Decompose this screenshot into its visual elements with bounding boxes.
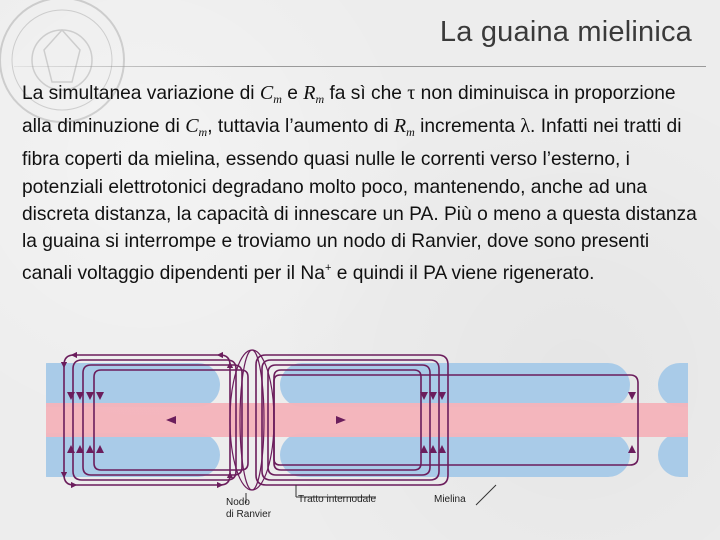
symbol-rm: R xyxy=(393,115,407,138)
symbol-cm: C xyxy=(185,115,199,138)
symbol-cm: C xyxy=(259,82,274,104)
superscript-plus: + xyxy=(324,262,332,275)
text-run: , tuttavia l’aumento di xyxy=(207,116,394,138)
saltatory-conduction-diagram xyxy=(46,345,688,540)
subscript-m: m xyxy=(273,92,282,106)
subscript-m: m xyxy=(198,125,208,140)
label-node-line1: Nodo xyxy=(226,497,250,508)
label-node-line2: di Ranvier xyxy=(226,509,272,520)
subscript-m: m xyxy=(315,92,325,106)
text-run: fa sì che xyxy=(324,83,408,104)
label-myelin: Mielina xyxy=(434,494,466,505)
symbol-lambda: λ xyxy=(520,115,531,138)
text-run: incrementa xyxy=(414,116,521,138)
axon xyxy=(46,403,688,437)
symbol-tau: τ xyxy=(407,82,416,104)
body-paragraph xyxy=(22,80,697,287)
title-divider xyxy=(14,66,706,67)
text-run: e quindi il PA viene rigenerato. xyxy=(331,263,595,285)
text-run: non diminuisca in proporzione alla diminuzione di xyxy=(22,83,676,138)
subscript-m: m xyxy=(406,125,415,140)
symbol-rm: R xyxy=(303,82,316,104)
myelin-sheath xyxy=(658,433,688,477)
label-internode: Tratto internodale xyxy=(298,494,377,505)
myelin-sheath xyxy=(658,363,688,407)
text-run: e xyxy=(281,83,304,104)
text-run: La simultanea variazione di xyxy=(22,83,260,104)
text-run: . Infatti nei tratti di fibra coperti da mielina, essendo quasi nulle le correnti verso l’esterno, i potenziali elettrotonici degradano molto poco, mantenendo, anche ad una discreta distanza, la capacità di innescare un PA. Più o meno a questa distanza la guaina si interrompe e troviamo un nodo di Ranvier, dove sono presenti canali voltaggio dipendenti per il Na xyxy=(22,116,697,285)
slide-title: La guaina mielinica xyxy=(439,16,692,48)
